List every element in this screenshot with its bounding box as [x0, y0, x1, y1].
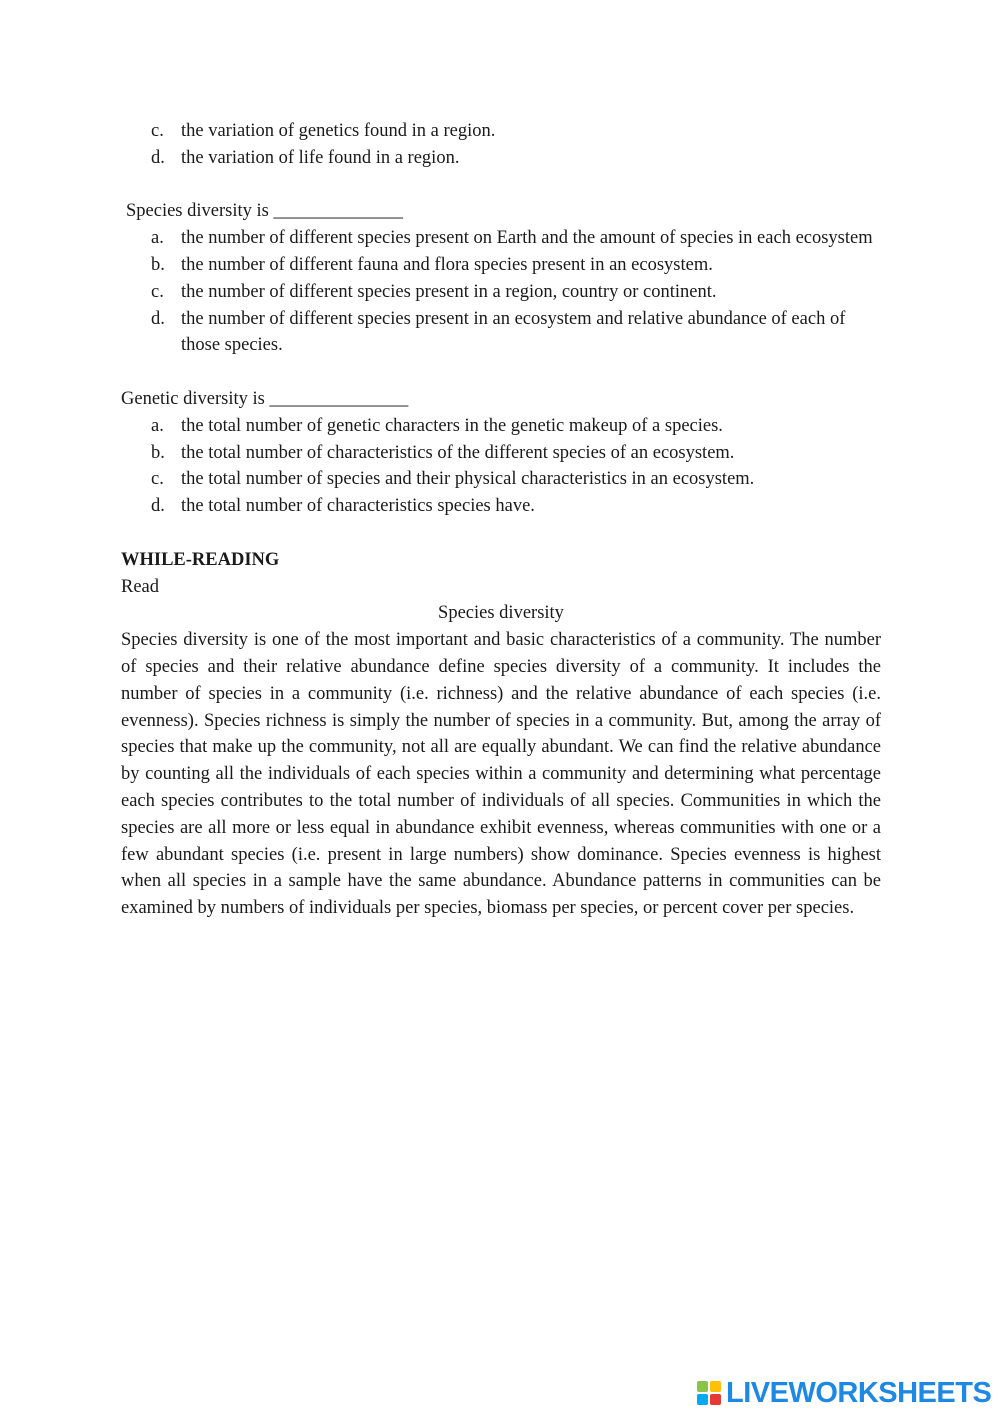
option-letter: c.	[151, 281, 164, 302]
worksheet-content	[121, 118, 881, 922]
option-text: the total number of species and their physical characteristics in an ecosystem.	[181, 469, 755, 490]
question-prompt: Genetic diversity is _______________	[121, 388, 409, 409]
option-b	[121, 440, 881, 467]
logo-text: LIVEWORKSHEETS	[726, 1376, 992, 1409]
option-letter: a.	[151, 415, 164, 436]
option-b	[121, 252, 881, 279]
option-text: the variation of life found in a region.	[181, 147, 460, 168]
option-letter: d.	[151, 308, 165, 329]
option-c	[121, 279, 881, 306]
reading-paragraph: Species diversity is one of the most important and basic characteristics of a community. The number of species and their relative abundance define species diversity of a community. It includes the number of species in a community (i.e. richness) and the relative abundance of each species (i.e. evenness). Species richness is simply the number of species in a community. But, among the array of species that make up the community, not all are equally abundant. We can find the relative abundance by counting all the individuals of each species within a community and determining what percentage each species contributes to the total number of individuals of all species. Communities in which the species are all more or less equal in abundance exhibit evenness, whereas communities with one or a few abundant species (i.e. present in large numbers) show dominance. Species evenness is highest when all species in a sample have the same abundance. Abundance patterns in communities can be examined by numbers of individuals per species, biomass per species, or percent cover per species.	[121, 630, 881, 919]
option-text: the number of different fauna and flora species present in an ecosystem.	[181, 254, 713, 275]
option-d	[121, 493, 881, 520]
option-letter: d.	[151, 147, 165, 168]
option-letter: b.	[151, 442, 165, 463]
option-letter: b.	[151, 254, 165, 275]
option-letter: c.	[151, 469, 164, 490]
option-c	[121, 466, 881, 493]
option-text: the total number of characteristics species have.	[181, 496, 535, 517]
option-a	[121, 225, 881, 252]
question-prompt: Species diversity is ______________	[126, 201, 403, 222]
species-diversity-question	[121, 198, 881, 359]
option-c	[121, 118, 881, 145]
option-text: the total number of characteristics of the different species of an ecosystem.	[181, 442, 735, 463]
option-letter: a.	[151, 228, 164, 249]
option-text: the number of different species present in an ecosystem and relative abundance of each of those species.	[181, 308, 846, 356]
option-text: the number of different species present in a region, country or continent.	[181, 281, 717, 302]
genetic-diversity-question	[121, 386, 881, 520]
option-d	[121, 145, 881, 172]
liveworksheets-logo	[697, 1376, 991, 1410]
reading-title: Species diversity	[438, 603, 564, 624]
option-letter: d.	[151, 496, 165, 517]
section-heading: WHILE-READING	[121, 549, 280, 570]
previous-question-options	[121, 118, 881, 172]
instruction: Read	[121, 576, 160, 597]
while-reading-section	[121, 547, 881, 922]
option-a	[121, 413, 881, 440]
option-text: the total number of genetic characters in the genetic makeup of a species.	[181, 415, 723, 436]
option-letter: c.	[151, 121, 164, 141]
option-text: the number of different species present on Earth and the amount of species in each ecosystem	[181, 228, 873, 249]
option-d	[121, 306, 881, 360]
option-text: the variation of genetics found in a region.	[181, 121, 496, 141]
liveworksheets-logo-icon	[697, 1379, 723, 1407]
